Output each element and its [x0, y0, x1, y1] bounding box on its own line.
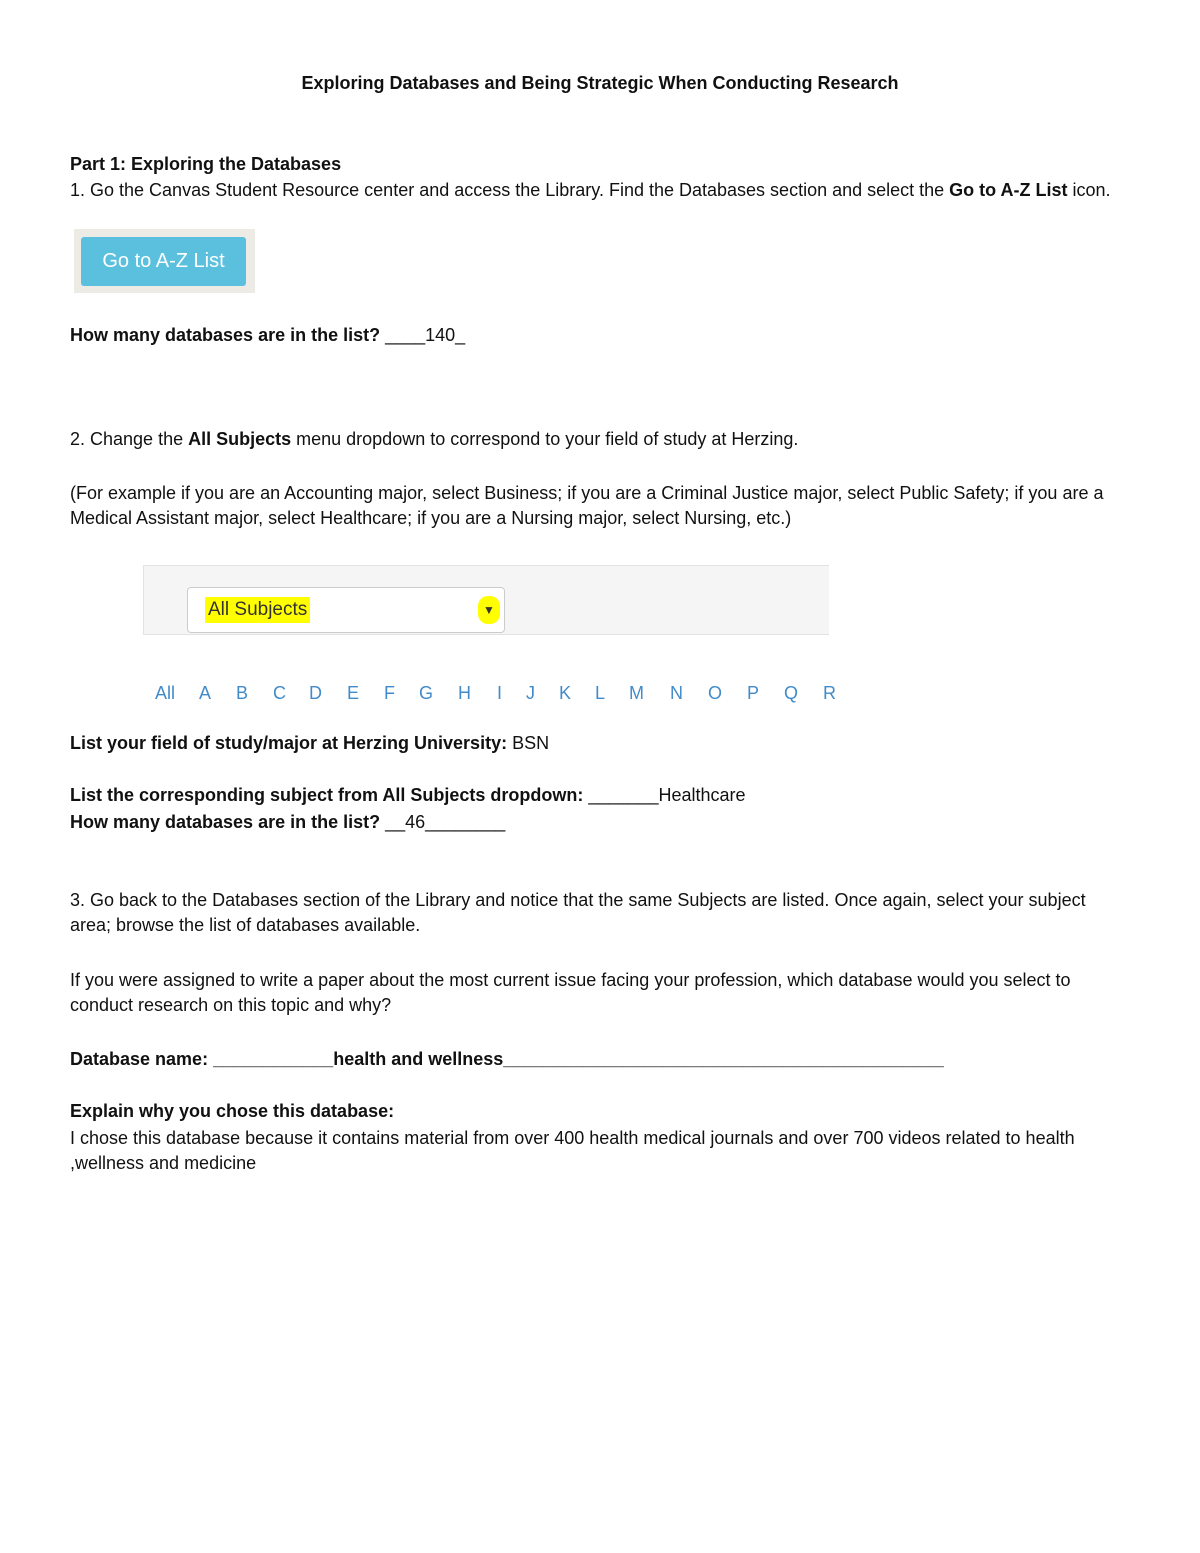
step1-text-bold: Go to A-Z List [949, 180, 1068, 200]
az-letter-nav [143, 680, 836, 706]
step3-prompt: If you were assigned to write a paper about the most current issue facing your profession, which database would you select to conduct research on this topic and why? [70, 970, 1071, 1015]
step1-text [70, 178, 1130, 203]
letter-link-q[interactable]: Q [784, 683, 799, 703]
part1-heading-text: Part 1: Exploring the Databases [70, 154, 342, 174]
step3-intro: 3. Go back to the Databases section of the Library and notice that the same Subjects are listed. Once again, select your subject area; browse the list of databases available. [70, 890, 1086, 935]
letter-link-d[interactable]: D [309, 683, 322, 703]
subject-label: List the corresponding subject from All Subjects dropdown: [70, 785, 584, 805]
letter-link-c[interactable]: C [273, 683, 286, 703]
explain-heading [70, 1099, 394, 1124]
step1-text-c: icon. [1067, 180, 1111, 200]
caret-down-icon[interactable]: ▼ [478, 596, 500, 624]
letter-link-k[interactable]: K [559, 683, 572, 703]
go-to-az-list-button[interactable]: Go to A-Z List [81, 237, 246, 286]
letter-link-p[interactable]: P [747, 683, 760, 703]
letter-link-f[interactable]: F [384, 683, 395, 703]
letter-link-all[interactable]: All [155, 683, 176, 703]
count-value: __46________ [380, 812, 506, 832]
step1-text-a: 1. Go the Canvas Student Resource center and access the Library. Find the Databases section and select the [70, 180, 950, 200]
database-name-label: Database name: [70, 1049, 209, 1069]
letter-link-l[interactable]: L [595, 683, 606, 703]
letter-link-o[interactable]: O [708, 683, 723, 703]
q1-label: How many databases are in the list? [70, 325, 381, 345]
step2-intro-c: menu dropdown to correspond to your field of study at Herzing. [291, 429, 799, 449]
database-name-value: ____________health and wellness____________________________________________ [208, 1049, 944, 1069]
letter-link-j[interactable]: J [526, 683, 535, 703]
field-label: List your field of study/major at Herzing University: [70, 733, 508, 753]
subject-value: _______Healthcare [583, 785, 746, 805]
subject-line [70, 783, 746, 808]
subjects-panel-screenshot [143, 565, 829, 635]
letter-link-g[interactable]: G [419, 683, 434, 703]
step2-intro-a: 2. Change the [70, 429, 189, 449]
part1-heading [70, 152, 341, 177]
field-line [70, 731, 549, 756]
letter-link-i[interactable]: I [497, 683, 503, 703]
az-button-screenshot [74, 229, 255, 293]
step2-intro [70, 427, 798, 452]
letter-link-n[interactable]: N [670, 683, 683, 703]
database-name-line [70, 1047, 944, 1072]
q1-answer: ____140_ [380, 325, 466, 345]
explain-label: Explain why you chose this database: [70, 1101, 395, 1121]
dropdown-selected-value: All Subjects [205, 597, 310, 623]
explain-answer: I chose this database because it contains material from over 400 health medical journals and over 700 videos related to health ,wellness and medicine [70, 1128, 1075, 1173]
step2-intro-bold: All Subjects [188, 429, 292, 449]
count-line [70, 810, 505, 835]
letter-link-e[interactable]: E [347, 683, 360, 703]
letter-link-m[interactable]: M [629, 683, 644, 703]
letter-link-r[interactable]: R [823, 683, 836, 703]
count-label: How many databases are in the list? [70, 812, 381, 832]
letter-link-h[interactable]: H [458, 683, 471, 703]
all-subjects-dropdown[interactable] [187, 587, 505, 633]
document-title: Exploring Databases and Being Strategic When Conducting Research [301, 73, 899, 93]
field-value: BSN [507, 733, 550, 753]
q1-line [70, 323, 465, 348]
letter-link-b[interactable]: B [236, 683, 249, 703]
letter-link-a[interactable]: A [199, 683, 212, 703]
step2-example: (For example if you are an Accounting major, select Business; if you are a Criminal Justice major, select Public Safety; if you are a Medical Assistant major, select Healthcare; if you are a Nursing major, select Nursing, etc.) [70, 483, 1104, 528]
